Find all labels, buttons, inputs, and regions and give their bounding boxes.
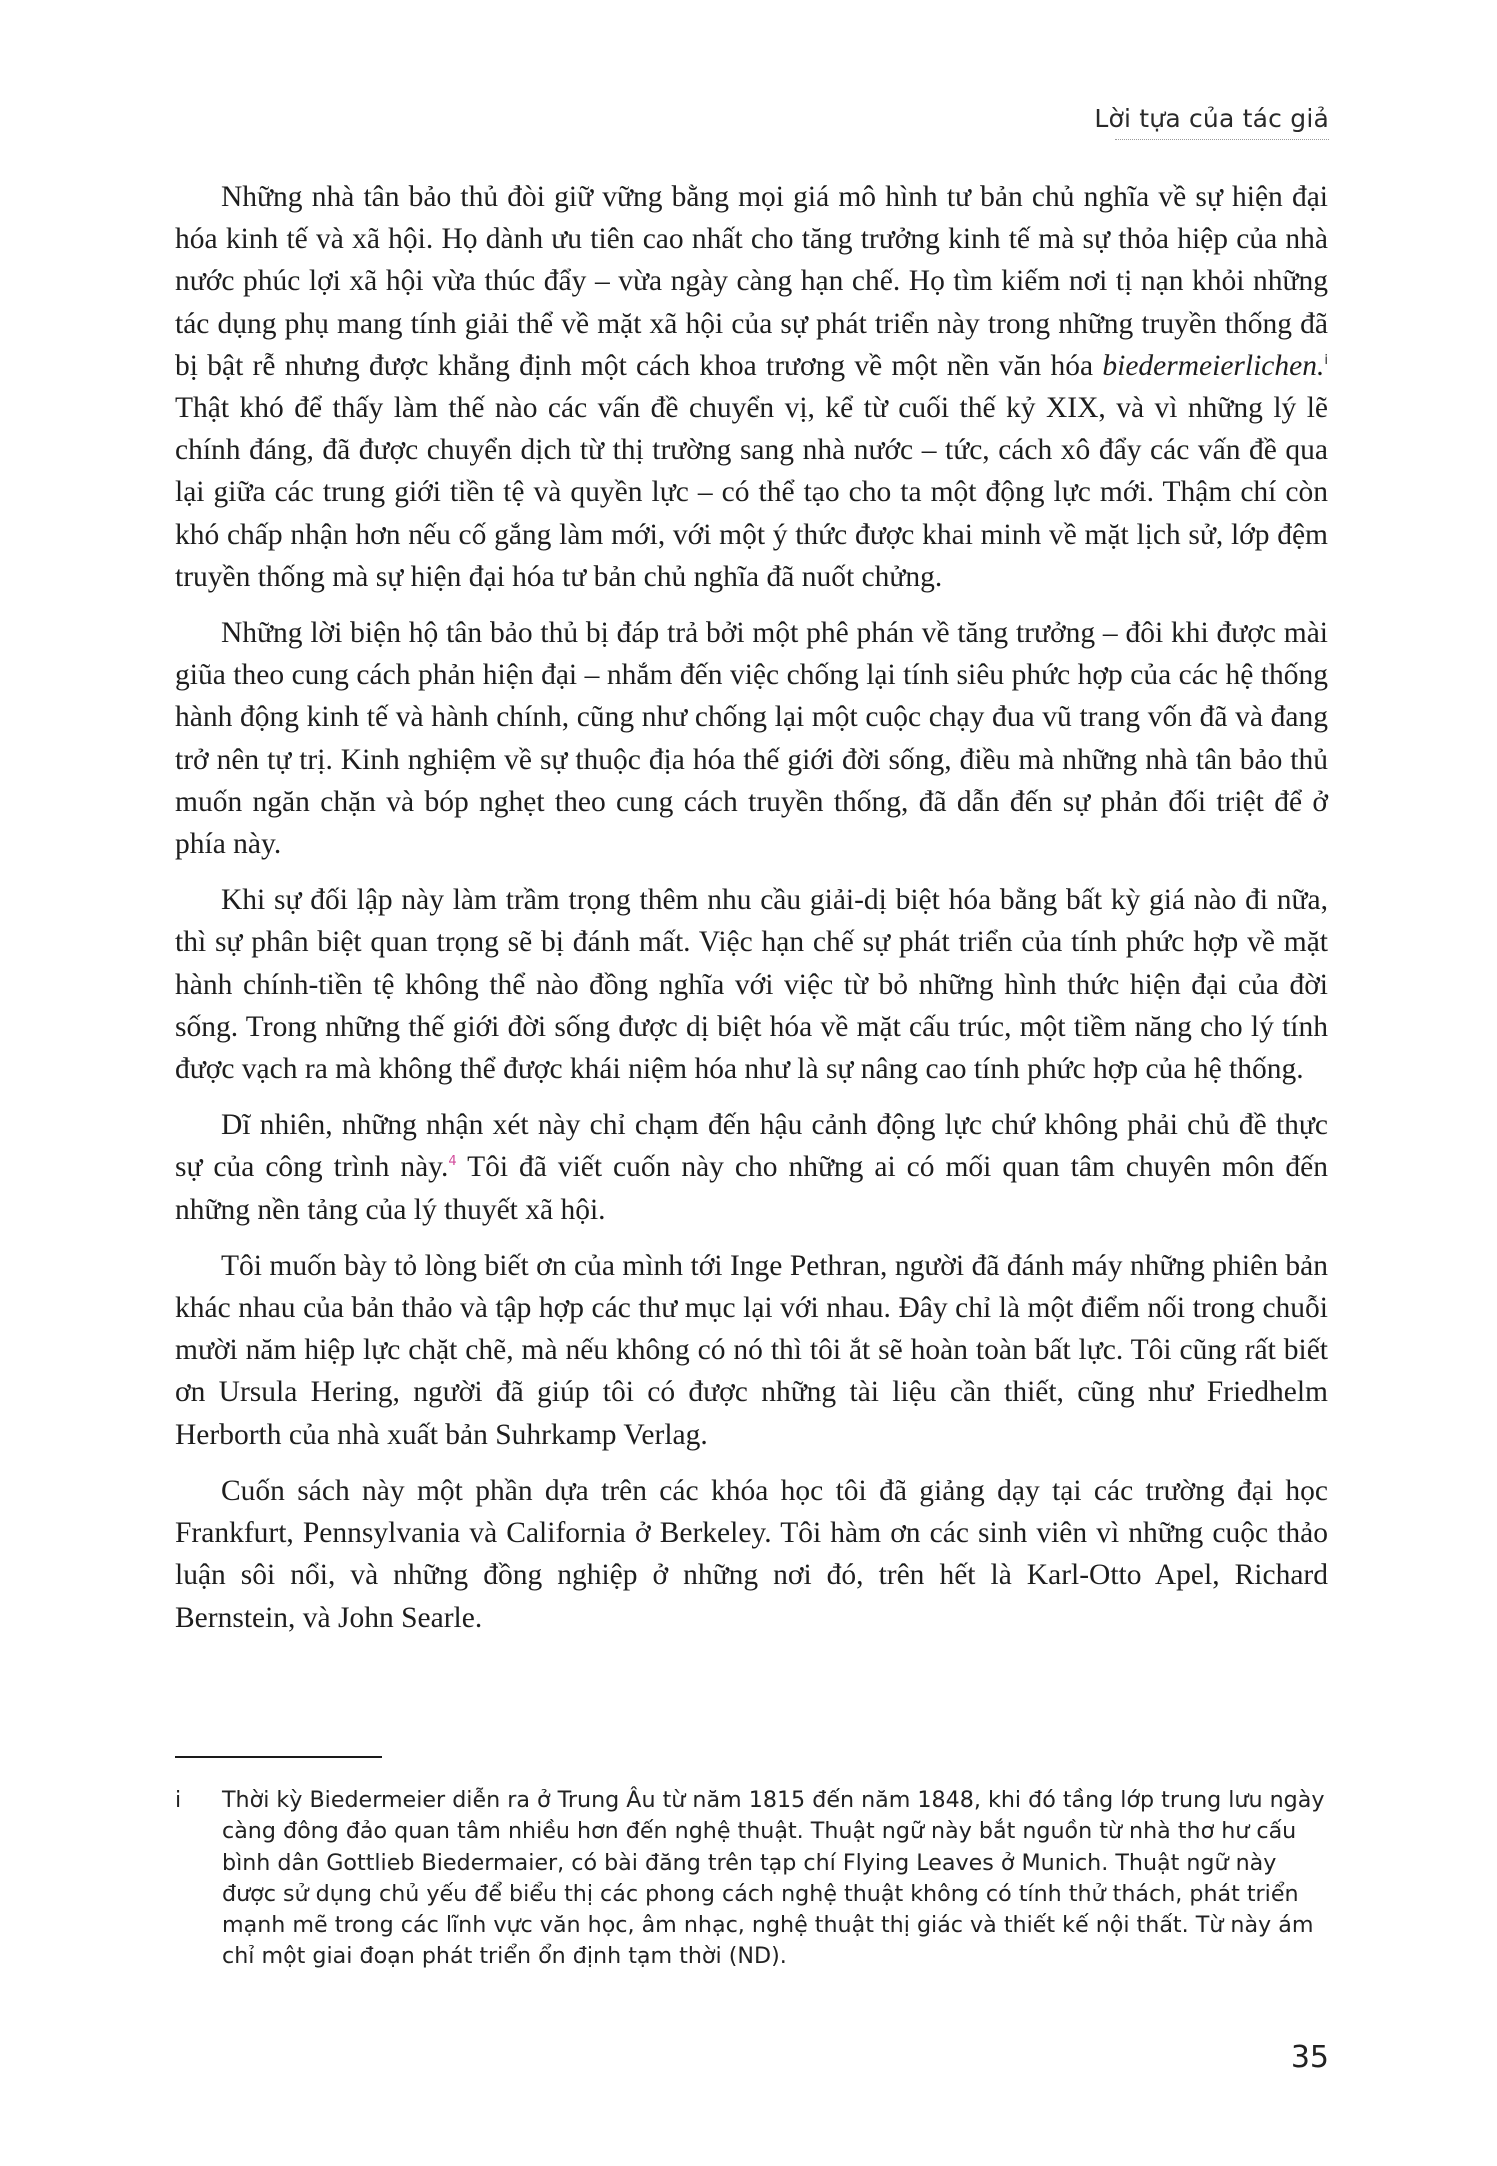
- page-number: 35: [1290, 2040, 1329, 2075]
- main-text: [175, 176, 1328, 1653]
- paragraph-1: [175, 176, 1328, 598]
- paragraph-3: Khi sự đối lập này làm trầm trọng thêm nhu cầu giải-dị biệt hóa bằng bất kỳ giá nào đi nữa, thì sự phân biệt quan trọng sẽ bị đánh mất. Việc hạn chế sự phát triển của tính phức hợp về mặt hành chính-tiền tệ không thể nào đồng nghĩa với việc từ bỏ những hình thức hiện đại của đời sống. Trong những thế giới đời sống được dị biệt hóa về mặt cấu trúc, một tiềm năng cho lý tính được vạch ra mà không thể được khái niệm hóa như là sự nâng cao tính phức hợp của hệ thống.: [175, 884, 1328, 1086]
- endnote-reference-4[interactable]: 4: [448, 1154, 457, 1170]
- paragraph-4-text-b: Tôi đã viết cuốn này cho những ai có mối quan tâm chuyên môn đến những nền tảng của lý thuyết xã hội.: [175, 1151, 1328, 1226]
- paragraph-4-text-a: Dĩ nhiên, những nhận xét này chỉ chạm đến hậu cảnh động lực chứ không phải chủ đề thực sự của công trình này.: [175, 1109, 1328, 1184]
- paragraph-2: Những lời biện hộ tân bảo thủ bị đáp trả bởi một phê phán về tăng trưởng – đôi khi được mài giũa theo cung cách phản hiện đại – nhắm đến việc chống lại tính siêu phức hợp của các hệ thống hành động kinh tế và hành chính, cũng như chống lại một cuộc chạy đua vũ trang vốn đã và đang trở nên tự trị. Kinh nghiệm về sự thuộc địa hóa thế giới đời sống, điều mà những nhà tân bảo thủ muốn ngăn chặn và bóp nghẹt theo cung cách truyền thống, đã dẫn đến sự phản đối triệt để ở phía này.: [175, 617, 1328, 861]
- footnote-marker: i: [175, 1787, 182, 1813]
- paragraph-1-text-b: Thật khó để thấy làm thế nào các vấn đề chuyển vị, kể từ cuối thế kỷ XIX, và vì những lý lẽ chính đáng, đã được chuyển dịch từ thị trường sang nhà nước – tức, cách xô đẩy các vấn đề qua lại giữa các trung giới tiền tệ và quyền lực – có thể tạo cho ta một động lực mới. Thậm chí còn khó chấp nhận hơn nếu cố gắng làm mới, với một ý thức được khai minh về mặt lịch sử, lớp đệm truyền thống mà sự hiện đại hóa tư bản chủ nghĩa đã nuốt chửng.: [175, 392, 1328, 593]
- paragraph-1-italic-term: biedermeierlichen.: [1102, 349, 1325, 382]
- footnote: [175, 1785, 1328, 1973]
- running-head-underline: [1115, 139, 1329, 140]
- running-head: Lời tựa của tác giả: [1094, 104, 1329, 133]
- paragraph-6: Cuốn sách này một phần dựa trên các khóa học tôi đã giảng dạy tại các trường đại học Frankfurt, Pennsylvania và California ở Berkeley. Tôi hàm ơn các sinh viên vì những cuộc thảo luận sôi nổi, và những đồng nghiệp ở những nơi đó, trên hết là Karl-Otto Apel, Richard Bernstein, và John Searle.: [175, 1474, 1328, 1634]
- paragraph-5: Tôi muốn bày tỏ lòng biết ơn của mình tới Inge Pethran, người đã đánh máy những phiên bản khác nhau của bản thảo và tập hợp các thư mục lại với nhau. Đây chỉ là một điểm nối trong chuỗi mười năm hiệp lực chặt chẽ, mà nếu không có nó thì tôi ắt sẽ hoàn toàn bất lực. Tôi cũng rất biết ơn Ursula Hering, người đã giúp tôi có được những tài liệu cần thiết, cũng như Friedhelm Herborth của nhà xuất bản Suhrkamp Verlag.: [175, 1249, 1328, 1451]
- footnote-text: Thời kỳ Biedermeier diễn ra ở Trung Âu từ năm 1815 đến năm 1848, khi đó tầng lớp trung lưu ngày càng đông đảo quan tâm nhiều hơn đến nghệ thuật. Thuật ngữ này bắt nguồn từ nhà thơ hư cấu bình dân Gottlieb Biedermaier, có bài đăng trên tạp chí Flying Leaves ở Munich. Thuật ngữ này được sử dụng chủ yếu để biểu thị các phong cách nghệ thuật không có tính thử thách, phát triển mạnh mẽ trong các lĩnh vực văn học, âm nhạc, nghệ thuật thị giác và thiết kế nội thất. Từ này ám chỉ một giai đoạn phát triển ổn định tạm thời (ND).: [222, 1787, 1325, 1970]
- footnote-reference-i[interactable]: i: [1324, 352, 1328, 368]
- paragraph-4: [175, 1104, 1328, 1231]
- footnote-separator: [175, 1756, 382, 1758]
- paragraph-1-text-a: Những nhà tân bảo thủ đòi giữ vững bằng mọi giá mô hình tư bản chủ nghĩa về sự hiện đại hóa kinh tế và xã hội. Họ dành ưu tiên cao nhất cho tăng trưởng kinh tế mà sự thỏa hiệp của nhà nước phúc lợi xã hội vừa thúc đẩy – vừa ngày càng hạn chế. Họ tìm kiếm nơi tị nạn khỏi những tác dụng phụ mang tính giải thể về mặt xã hội của sự phát triển này trong những truyền thống đã bị bật rễ nhưng được khẳng định một cách khoa trương về một nền văn hóa: [175, 181, 1328, 382]
